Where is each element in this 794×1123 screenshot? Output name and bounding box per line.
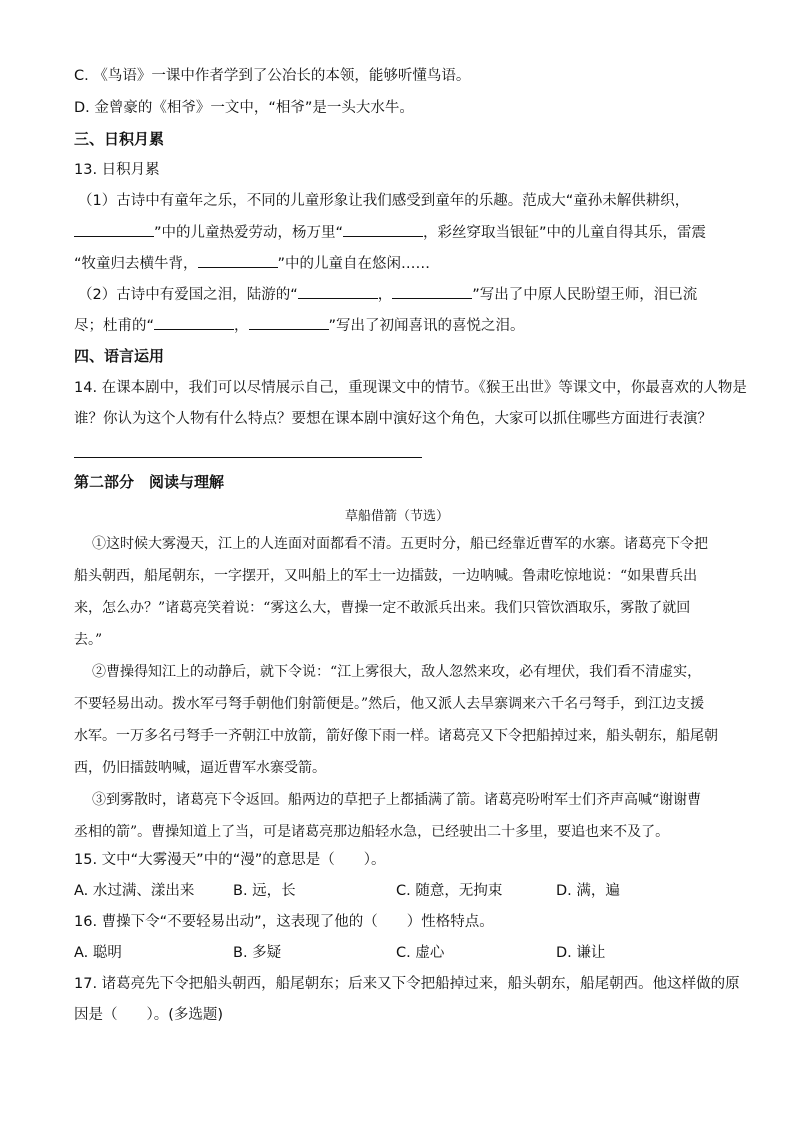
passage-line: ①这时候大雾漫天，江上的人连面对面都看不清。五更时分，船已经靠近曹军的水寨。诸葛亮下令把 — [92, 536, 708, 552]
answer-blank[interactable] — [249, 315, 329, 330]
q13-text: ”写出了初闻喜讯的喜悦之泪。 — [328, 318, 525, 334]
answer-blank[interactable] — [343, 222, 423, 237]
q13-text: ”中的儿童热爱劳动，杨万里“ — [154, 225, 344, 241]
q16-option-c[interactable]: C. 虚心 — [396, 945, 445, 961]
question-14-line2: 谁？你认为这个人物有什么特点？要想在课本剧中演好这个角色，大家可以抓住哪些方面进行表演？ — [74, 411, 712, 427]
answer-blank[interactable] — [298, 284, 378, 299]
answer-blank[interactable] — [198, 253, 278, 268]
q13-part1-line1: （1）古诗中有童年之乐，不同的儿童形象让我们感受到童年的乐趣。范成大“童孙未解供耕织， — [78, 193, 690, 209]
q15-option-b[interactable]: B. 远，长 — [233, 883, 296, 899]
section-heading-4: 四、语言运用 — [74, 347, 165, 365]
answer-blank[interactable] — [392, 284, 472, 299]
passage-line: 西，仍旧擂鼓呐喊，逼近曹军水寨受箭。 — [74, 760, 326, 776]
question-17-line2: 因是（ ）。(多选题) — [74, 1007, 224, 1023]
passage-line: 不要轻易出动。拨水军弓弩手朝他们射箭便是。”然后，他又派人去旱寨调来六千名弓弩手，到江边支援 — [74, 696, 705, 712]
question-15-stem: 15. 文中“大雾漫天”中的“漫”的意思是（ ）。 — [74, 852, 386, 868]
passage-line: ③到雾散时，诸葛亮下令返回。船两边的草把子上都插满了箭。诸葛亮吩咐军士们齐声高喊“谢谢曹 — [92, 792, 702, 808]
question-16-stem: 16. 曹操下令“不要轻易出动”，这表现了他的（ ）性格特点。 — [74, 914, 494, 930]
passage-line: 去。” — [74, 632, 103, 648]
q13-text: “牧童归去横牛背， — [74, 256, 198, 272]
q13-text: ， — [377, 287, 393, 303]
passage-line: 船头朝西，船尾朝东，一字摆开，又叫船上的军士一边擂鼓，一边呐喊。鲁肃吃惊地说：“如果曹兵出 — [74, 568, 698, 584]
answer-line[interactable] — [74, 457, 422, 458]
q13-part2-line1 — [78, 284, 697, 305]
question-13-stem: 13. 日积月累 — [74, 162, 160, 178]
question-14-line1: 14. 在课本剧中，我们可以尽情展示自己，重现课文中的情节。《猴王出世》等课文中，你最喜欢的人物是 — [74, 380, 747, 396]
q13-text: ，彩丝穿取当银钲”中的儿童自得其乐，雷震 — [423, 225, 707, 241]
q13-text: 尽；杜甫的“ — [74, 318, 155, 334]
section-heading-3: 三、日积月累 — [74, 130, 165, 148]
passage-line: ②曹操得知江上的动静后，就下令说：“江上雾很大，敌人忽然来攻，必有埋伏，我们看不清虚实， — [92, 664, 702, 680]
q16-option-d[interactable]: D. 谦让 — [556, 945, 606, 961]
q16-option-a[interactable]: A. 聪明 — [74, 945, 122, 961]
passage-line: 丞相的箭”。曹操知道上了当，可是诸葛亮那边船轻水急，已经驶出二十多里，要追也来不及了。 — [74, 824, 670, 840]
q15-option-a[interactable]: A. 水过满、漾出来 — [74, 883, 195, 899]
q13-part1-line3 — [74, 253, 430, 274]
q13-text: （2）古诗中有爱国之泪，陆游的“ — [78, 287, 298, 303]
q13-part2-line2 — [74, 315, 525, 336]
q15-option-d[interactable]: D. 满，遍 — [556, 883, 620, 899]
passage-title: 草船借箭（节选） — [344, 509, 449, 524]
q13-text: ”中的儿童自在悠闲…… — [277, 256, 431, 272]
q13-part1-line2 — [74, 222, 706, 243]
option-c: C. 《鸟语》一课中作者学到了公冶长的本领，能够听懂鸟语。 — [74, 68, 471, 84]
q13-text: ”写出了中原人民盼望王师，泪已流 — [472, 287, 698, 303]
q16-option-b[interactable]: B. 多疑 — [233, 945, 282, 961]
question-17-line1: 17. 诸葛亮先下令把船头朝西，船尾朝东；后来又下令把船掉过来，船头朝东，船尾朝西。他这样做的原 — [74, 976, 740, 992]
answer-blank[interactable] — [74, 222, 154, 237]
passage-line: 来，怎么办？”诸葛亮笑着说：“雾这么大，曹操一定不敢派兵出来。我们只管饮酒取乐，雾散了就回 — [74, 600, 691, 616]
passage-line: 水军。一万多名弓弩手一齐朝江中放箭，箭好像下雨一样。诸葛亮又下令把船掉过来，船头朝东，船尾朝 — [74, 728, 718, 744]
part-2-heading: 第二部分 阅读与理解 — [74, 473, 225, 491]
q15-option-c[interactable]: C. 随意，无拘束 — [396, 883, 503, 899]
answer-blank[interactable] — [154, 315, 234, 330]
q13-text: ， — [234, 318, 249, 334]
option-d: D. 金曾豪的《相爷》一文中，“相爷”是一头大水牛。 — [74, 100, 414, 116]
